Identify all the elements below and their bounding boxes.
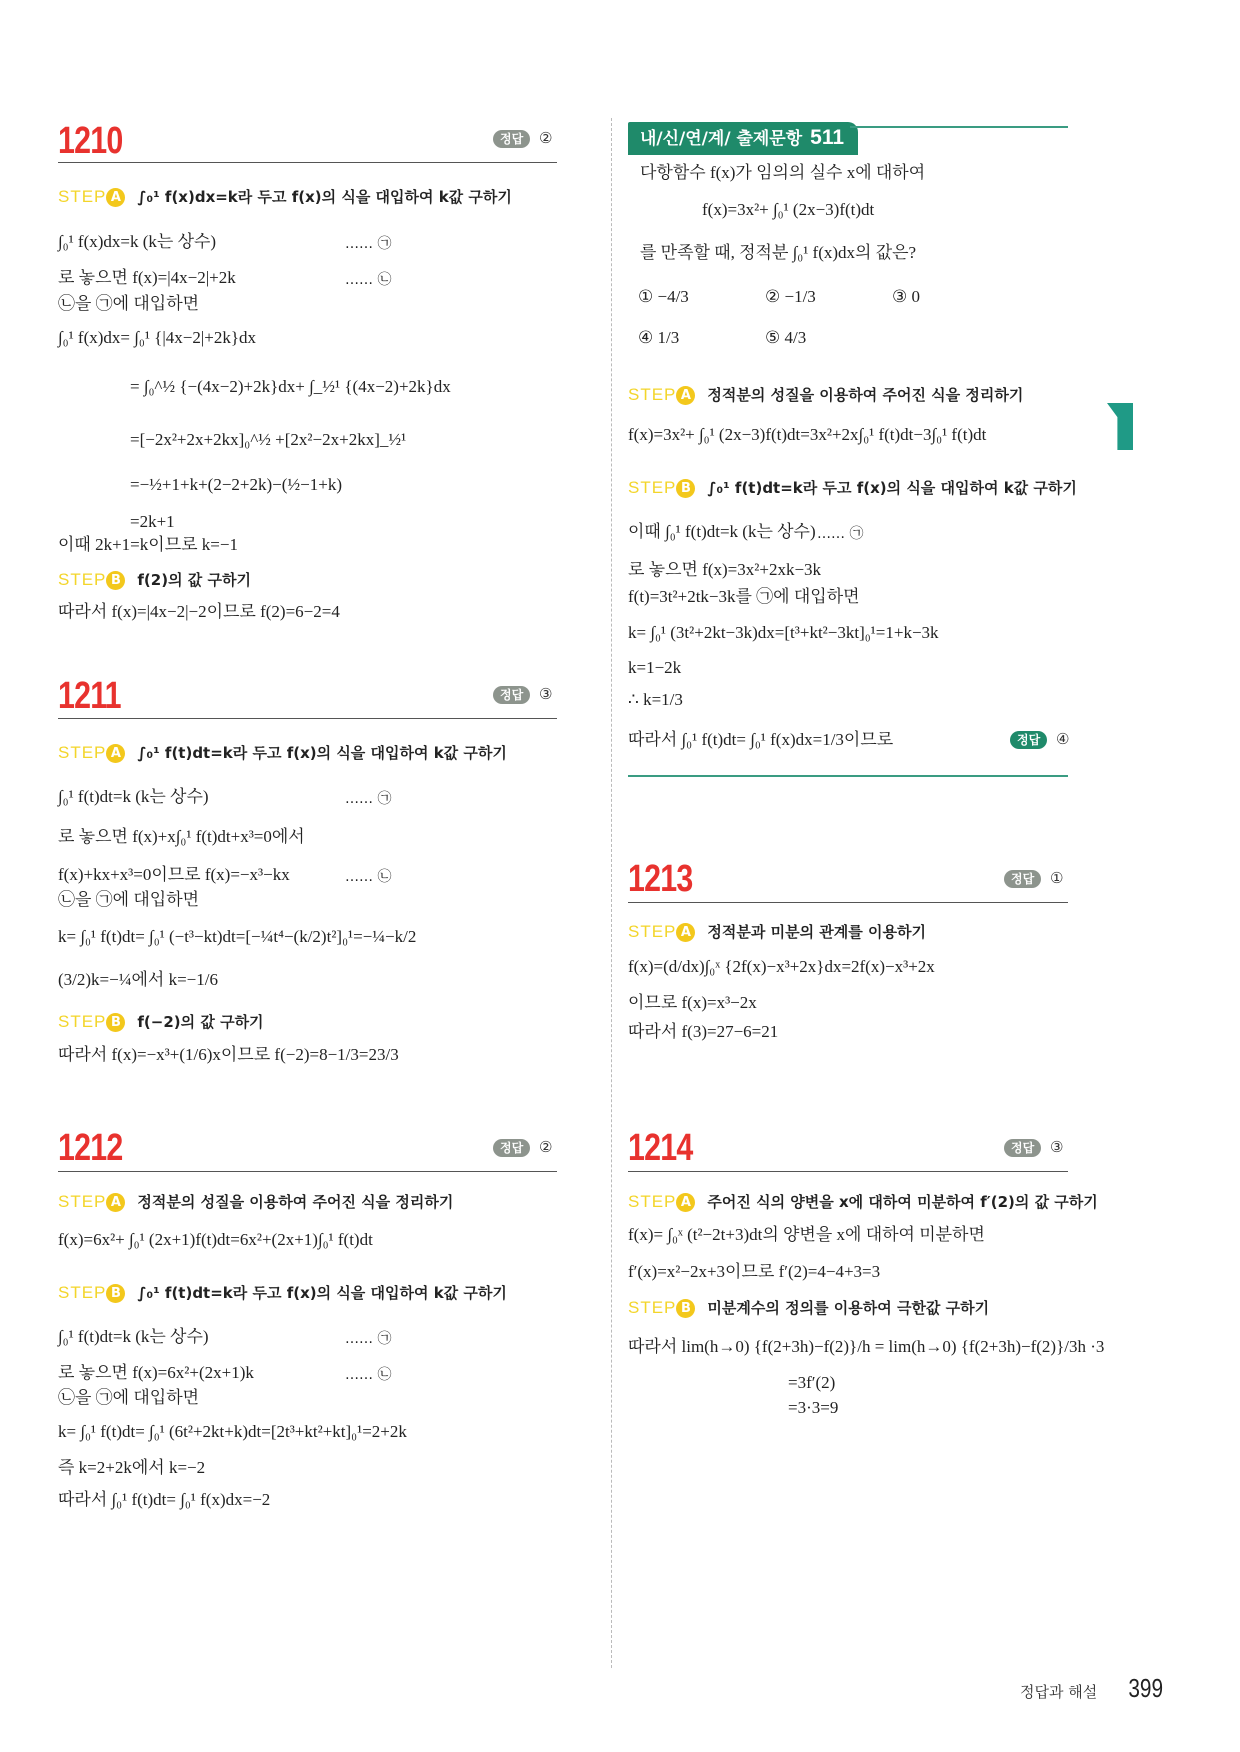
problem-number: 1210 [58, 120, 123, 162]
answer-choice[interactable]: ③ 0 [892, 287, 920, 306]
step-heading [628, 1190, 1098, 1214]
solution-line: = ∫₀^½ {−(4x−2)+2k}dx+ ∫_½¹ {(4x−2)+2k}dx [130, 377, 451, 396]
equation-marker: …… ㉠ [345, 791, 392, 807]
step-label: STEP [58, 1283, 107, 1302]
step-heading [58, 185, 512, 209]
step-badge: B [676, 1299, 695, 1318]
solution-line: =3·3=9 [788, 1398, 839, 1417]
solution-line: =−½+1+k+(2−2+2k)−(½−1+k) [130, 475, 343, 494]
step-title: 주어진 식의 양변을 x에 대하여 미분하여 f′(2)의 값 구하기 [707, 1193, 1098, 1211]
solution-line: k= ∫₀¹ f(t)dt= ∫₀¹ (−t³−kt)dt=[−¼t⁴−(k/2)t²]₀¹=−¼−k/2 [58, 927, 417, 946]
solution-line: =3f′(2) [788, 1373, 836, 1392]
step-heading [628, 383, 1023, 407]
step-heading [58, 568, 251, 592]
step-label: STEP [628, 385, 677, 404]
step-label: STEP [58, 187, 107, 206]
answer-choice[interactable]: ① −4/3 [638, 287, 689, 306]
solution-line: 이때 ∫₀¹ f(t)dt=k (k는 상수) [628, 522, 816, 541]
step-title: ∫₀¹ f(x)dx=k라 두고 f(x)의 식을 대입하여 k값 구하기 [137, 188, 512, 206]
step-label: STEP [628, 478, 677, 497]
step-label: STEP [58, 743, 107, 762]
solution-line: f(x)=(d/dx)∫₀ˣ {2f(x)−x³+2x}dx=2f(x)−x³+2x [628, 957, 935, 976]
step-badge: A [106, 744, 125, 763]
step-badge: B [106, 571, 125, 590]
step-heading [58, 1281, 507, 1305]
step-title: ∫₀¹ f(t)dt=k라 두고 f(x)의 식을 대입하여 k값 구하기 [137, 1284, 507, 1302]
solution-line: 를 만족할 때, 정적분 ∫₀¹ f(x)dx의 값은? [640, 243, 917, 262]
step-title: 미분계수의 정의를 이용하여 극한값 구하기 [707, 1299, 990, 1317]
solution-line: f′(x)=x²−2x+3이므로 f′(2)=4−4+3=3 [628, 1262, 881, 1281]
step-label: STEP [58, 1012, 107, 1031]
solution-line: 따라서 ∫₀¹ f(t)dt= ∫₀¹ f(x)dx=−2 [58, 1490, 271, 1509]
step-title: f(2)의 값 구하기 [137, 571, 251, 589]
column-divider [611, 118, 612, 1668]
step-badge: B [106, 1013, 125, 1032]
step-badge: A [676, 923, 695, 942]
solution-line: k= ∫₀¹ (3t²+2kt−3k)dx=[t³+kt²−3kt]₀¹=1+k−3k [628, 623, 939, 642]
solution-line: ∫₀¹ f(t)dt=k (k는 상수) [58, 787, 209, 806]
solution-line: f(x)= ∫₀ˣ (t²−2t+3)dt의 양변을 x에 대하여 미분하면 [628, 1225, 985, 1244]
solution-line: k=1−2k [628, 658, 682, 677]
problem-number: 1211 [58, 675, 121, 717]
step-label: STEP [628, 1298, 677, 1317]
step-title: 정적분의 성질을 이용하여 주어진 식을 정리하기 [707, 386, 1024, 404]
problem-rule [58, 1171, 557, 1172]
step-badge: A [676, 386, 695, 405]
answer-badge: 정답 [493, 686, 530, 704]
solution-line: 이므로 f(x)=x³−2x [628, 993, 757, 1012]
answer-value: ③ [539, 685, 553, 703]
solution-line: (3/2)k=−¼에서 k=−1/6 [58, 970, 218, 989]
problem-rule [628, 902, 1068, 903]
step-heading [58, 1190, 453, 1214]
page-number: 399 [1128, 1673, 1164, 1703]
solution-line: f(x)+kx+x³=0이므로 f(x)=−x³−kx [58, 865, 290, 884]
box-511-bottom-rule [628, 775, 1068, 777]
step-title: f(−2)의 값 구하기 [137, 1013, 264, 1031]
solution-line: 로 놓으면 f(x)=6x²+(2x+1)k [58, 1363, 254, 1382]
equation-marker: …… ㉡ [345, 869, 392, 885]
step-label: STEP [628, 922, 677, 941]
solution-line: f(x)=3x²+ ∫₀¹ (2x−3)f(t)dt [702, 200, 875, 219]
answer-badge: 정답 [493, 130, 530, 148]
solution-line: ∴ k=1/3 [628, 690, 683, 709]
footer [1020, 1673, 1168, 1704]
answer-choice[interactable]: ④ 1/3 [638, 328, 680, 347]
step-label: STEP [628, 1192, 677, 1211]
box-511 [628, 122, 858, 155]
answer-value: ② [539, 1138, 553, 1156]
step-badge: B [106, 1284, 125, 1303]
answer-badge: 정답 [493, 1139, 530, 1157]
step-heading [628, 1296, 989, 1320]
step-title: ∫₀¹ f(t)dt=k라 두고 f(x)의 식을 대입하여 k값 구하기 [707, 479, 1077, 497]
solution-line: f(x)=3x²+ ∫₀¹ (2x−3)f(t)dt=3x²+2x∫₀¹ f(t)dt−3∫₀¹ f(t)dt [628, 425, 987, 444]
step-title: 정적분의 성질을 이용하여 주어진 식을 정리하기 [137, 1193, 454, 1211]
step-badge: B [676, 479, 695, 498]
equation-marker: …… ㉠ [345, 236, 392, 252]
footer-label: 정답과 해설 [1020, 1683, 1098, 1701]
solution-line: 따라서 lim(h→0) {f(2+3h)−f(2)}/h = lim(h→0) {f(2+3h)−f(2)}/3h ·3 [628, 1337, 1105, 1356]
solution-line: 로 놓으면 f(x)=3x²+2xk−3k [628, 560, 822, 579]
answer-badge: 정답 [1004, 1139, 1041, 1157]
related-problem-label: 내/신/연/계/ 출제문항 511 [628, 122, 858, 155]
equation-marker: …… ㉡ [345, 272, 392, 288]
box-511-rule [850, 126, 1068, 128]
answer-value: ① [1050, 869, 1064, 887]
step-heading [58, 1010, 264, 1034]
solution-line: k= ∫₀¹ f(t)dt= ∫₀¹ (6t²+2kt+k)dt=[2t³+kt²+kt]₀¹=2+2k [58, 1422, 407, 1441]
solution-line: 따라서 f(x)=|4x−2|−2이므로 f(2)=6−2=4 [58, 602, 340, 621]
solution-line: ∫₀¹ f(x)dx=k (k는 상수) [58, 232, 217, 251]
equation-marker: …… ㉠ [345, 1331, 392, 1347]
solution-line: ㉡을 ㉠에 대입하면 [58, 890, 200, 909]
solution-line: 다항함수 f(x)가 임의의 실수 x에 대하여 [640, 163, 926, 182]
step-title: 정적분과 미분의 관계를 이용하기 [707, 923, 926, 941]
problem-rule [58, 718, 557, 719]
problem-number: 1212 [58, 1127, 123, 1169]
solution-line: 로 놓으면 f(x)+x∫₀¹ f(t)dt+x³=0에서 [58, 827, 305, 846]
solution-line: 따라서 f(3)=27−6=21 [628, 1022, 779, 1041]
step-title: ∫₀¹ f(t)dt=k라 두고 f(x)의 식을 대입하여 k값 구하기 [137, 744, 507, 762]
answer-choice[interactable]: ⑤ 4/3 [765, 328, 807, 347]
solution-line: 즉 k=2+2k에서 k=−2 [58, 1458, 206, 1477]
solution-line: 따라서 f(x)=−x³+(1/6)x이므로 f(−2)=8−1/3=23/3 [58, 1045, 399, 1064]
side-tab [1107, 403, 1133, 450]
solution-line: ∫₀¹ f(t)dt=k (k는 상수) [58, 1327, 209, 1346]
equation-marker: …… ㉡ [345, 1367, 392, 1383]
answer-value: ④ [1056, 730, 1070, 748]
problem-number: 1214 [628, 1127, 693, 1169]
answer-badge: 정답 [1004, 870, 1041, 888]
solution-line: =[−2x²+2x+2kx]₀^½ +[2x²−2x+2kx]_½¹ [130, 430, 407, 449]
step-badge: A [106, 188, 125, 207]
solution-line: 로 놓으면 f(x)=|4x−2|+2k [58, 268, 236, 287]
step-heading [628, 920, 926, 944]
answer-value: ② [539, 129, 553, 147]
solution-line: f(x)=6x²+ ∫₀¹ (2x+1)f(t)dt=6x²+(2x+1)∫₀¹ f(t)dt [58, 1230, 373, 1249]
equation-marker: …… ㉠ [817, 526, 864, 542]
step-label: STEP [58, 570, 107, 589]
step-badge: A [676, 1193, 695, 1212]
answer-choice[interactable]: ② −1/3 [765, 287, 816, 306]
problem-number: 1213 [628, 858, 693, 900]
answer-value: ③ [1050, 1138, 1064, 1156]
step-heading [628, 476, 1077, 500]
solution-line: ㉡을 ㉠에 대입하면 [58, 294, 200, 313]
problem-rule [628, 1171, 1068, 1172]
answer-badge: 정답 [1010, 731, 1047, 749]
problem-rule [58, 162, 557, 163]
solution-line: ∫₀¹ f(x)dx= ∫₀¹ {|4x−2|+2k}dx [58, 328, 256, 347]
solution-line: f(t)=3t²+2tk−3k를 ㉠에 대입하면 [628, 587, 860, 606]
solution-line: ㉡을 ㉠에 대입하면 [58, 1388, 200, 1407]
step-badge: A [106, 1193, 125, 1212]
solution-line: 따라서 ∫₀¹ f(t)dt= ∫₀¹ f(x)dx=1/3이므로 [628, 730, 894, 749]
step-label: STEP [58, 1192, 107, 1211]
solution-line: =2k+1 [130, 512, 175, 531]
solution-line: 이때 2k+1=k이므로 k=−1 [58, 535, 238, 554]
step-heading [58, 741, 507, 765]
